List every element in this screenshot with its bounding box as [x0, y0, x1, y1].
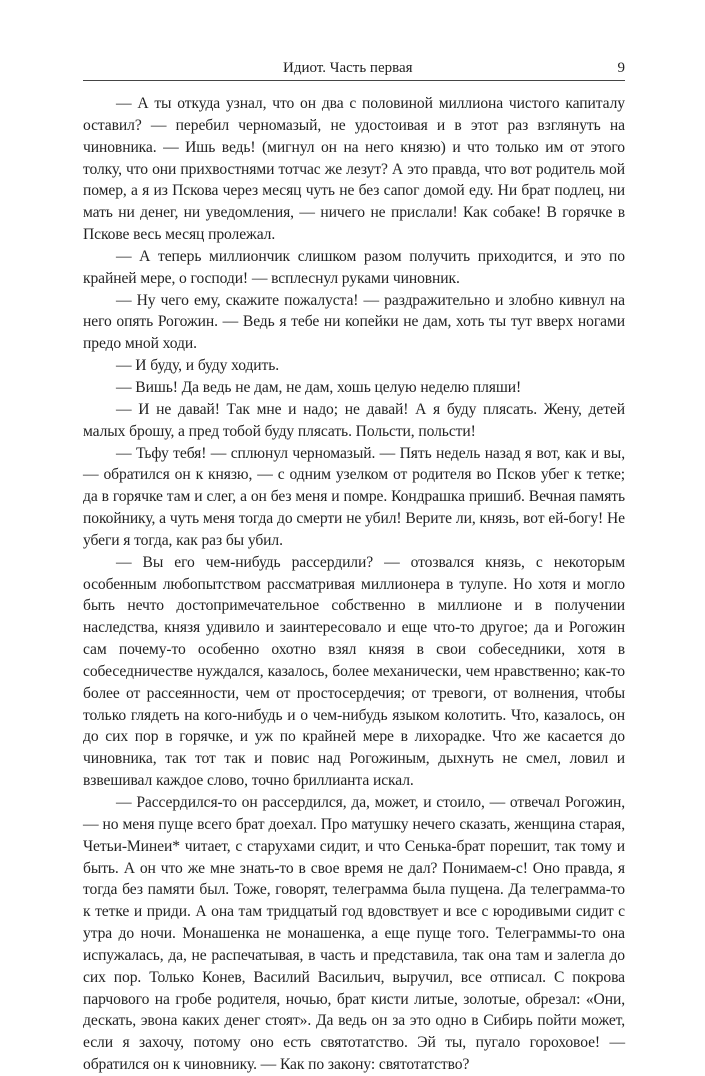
paragraph: — А теперь миллиончик слишком разом получить приходится, и это по крайней мере, о господи! — всплеснул руками чиновник. — [83, 247, 625, 287]
page-body — [83, 93, 625, 1076]
paragraph: — А ты откуда узнал, что он два с половиной миллиона чистого капиталу оставил? — перебил черномазый, не удостоивая и в этот раз взглянуть на чиновника. — Ишь ведь! (мигнул он на него князю) и что только им от этого толку, что они прихвостнями тотчас же лезут? А это правда, что вот родитель мой помер, а я из Пскова через месяц чуть не без сапог домой еду. Ни брат подлец, ни мать ни денег, ни уведомления, — ничего не прислали! Как собаке! В горячке в Пскове весь месяц пролежал. — [83, 95, 625, 244]
paragraph: — Ну чего ему, скажите пожалуста! — раздражительно и злобно кивнул на него опять Рогожин. — Ведь я тебе ни копейки не дам, хоть ты тут вверх ногами предо мной ходи. — [83, 291, 625, 353]
running-header — [83, 60, 625, 81]
running-title: Идиот. Часть первая — [283, 60, 413, 76]
paragraph: — Вишь! Да ведь не дам, не дам, хошь целую неделю пляши! — [116, 378, 522, 396]
paragraph: — Рассердился-то он рассердился, да, может, и стоило, — отвечал Рогожин, — но меня пуще всего брат доехал. Про матушку нечего сказать, женщина старая, Четьи-Минеи* читает, с старухами сидит, и что Сенька-брат порешит, так тому и быть. А он что же мне знать-то в свое время не дал? Понимаем-с! Оно правда, я тогда без памяти был. Тоже, говорят, телеграмма была пущена. Да телеграмма-то к тетке и приди. А она там тридцатый год вдовствует и все с юродивыми сидит с утра до ночи. Монашенка не монашенка, а еще пуще того. Телеграммы-то она испужалась, да, не распечатывая, в часть и представила, так она там и залегла до сих пор. Только Конев, Василий Васильич, выручил, все отписал. С покрова парчового на гробе родителя, ночью, брат кисти литые, золотые, обрезал: «Они, дескать, эвона каких денег стоят». Да ведь он за это одно в Сибирь пойти может, если я захочу, потому оно есть святотатство. Эй ты, пугало гороховое! — обратился он к чиновнику. — Как по закону: святотатство? — [83, 794, 625, 1074]
paragraph: — И не давай! Так мне и надо; не давай! А я буду плясать. Жену, детей малых брошу, а пред тобой буду плясать. Польсти, польсти! — [83, 400, 625, 440]
paragraph: — Тьфу тебя! — сплюнул черномазый. — Пять недель назад я вот, как и вы, — обратился он к князю, — с одним узелком от родителя во Псков убег к тетке; да в горячке там и слег, а он без меня и помре. Кондрашка пришиб. Вечная память покойнику, а чуть меня тогда до смерти не убил! Верите ли, князь, вот ей-богу! Не убеги я тогда, как раз бы убил. — [83, 444, 625, 549]
paragraph: — Вы его чем-нибудь рассердили? — отозвался князь, с некоторым особенным любопытством рассматривая миллионера в тулупе. Но хотя и могло быть нечто достопримечательное собственно в миллионе и в получении наследства, князя удивило и заинтересовало и еще что-то другое; да и Рогожин сам почему-то особенно охотно взял князя в свои собеседники, хотя в собеседничестве нуждался, казалось, более механически, чем нравственно; как-то более от рассеянности, чем от простосердечия; от тревоги, от волнения, чтобы только глядеть на кого-нибудь и о чем-нибудь языком колотить. Что, казалось, он до сих пор в горячке, и уж по крайней мере в лихорадке. Что же касается до чиновника, так тот так и повис над Рогожиным, дыхнуть не смел, ловил и взвешивал каждое слово, точно бриллианта искал. — [83, 553, 625, 790]
paragraph: — И буду, и буду ходить. — [116, 357, 280, 375]
page-number: 9 — [617, 60, 625, 76]
